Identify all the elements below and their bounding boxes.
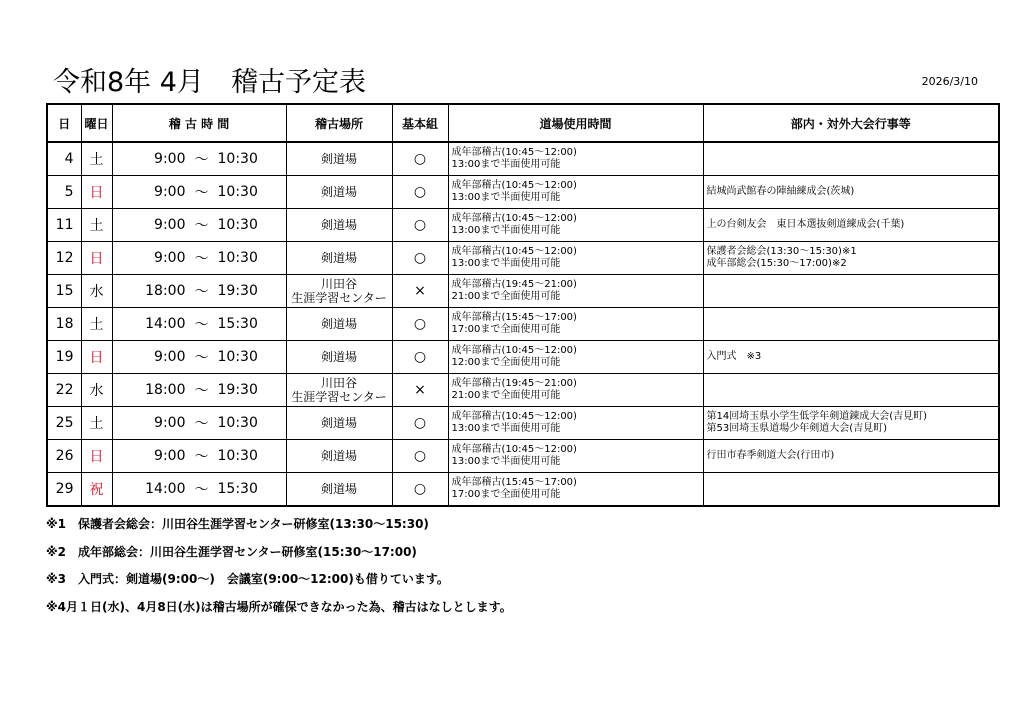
time-cell bbox=[112, 341, 286, 374]
dojo-hours-line: 成年部稽古(10:45～12:00) bbox=[451, 180, 577, 191]
place-cell bbox=[286, 242, 392, 275]
start-time: 9:00 bbox=[154, 415, 186, 431]
event-cell bbox=[703, 176, 999, 209]
weekday-cell: 水 bbox=[81, 374, 112, 407]
dojo-hours-cell bbox=[448, 440, 703, 473]
dojo-hours-line: 21:00まで全面使用可能 bbox=[451, 390, 561, 401]
dojo-hours-line: 13:00まで半面使用可能 bbox=[451, 159, 561, 170]
place-line: 剣道場 bbox=[320, 482, 357, 496]
start-time: 9:00 bbox=[154, 184, 186, 200]
place-cell bbox=[286, 473, 392, 507]
header-weekday: 曜日 bbox=[81, 104, 112, 142]
event-line: 第14回埼玉県小学生低学年剣道錬成大会(吉見町) bbox=[706, 411, 928, 422]
day-cell: 25 bbox=[47, 407, 81, 440]
event-cell bbox=[703, 308, 999, 341]
day-cell: 15 bbox=[47, 275, 81, 308]
document-date: 2026/3/10 bbox=[921, 75, 978, 88]
event-cell bbox=[703, 341, 999, 374]
dojo-hours-line: 成年部稽古(10:45～12:00) bbox=[451, 213, 577, 224]
place-cell bbox=[286, 142, 392, 176]
basic-cell: ○ bbox=[392, 209, 448, 242]
day-cell: 11 bbox=[47, 209, 81, 242]
time-separator: ～ bbox=[194, 317, 209, 333]
header-events: 部内・対外大会行事等 bbox=[703, 104, 999, 142]
dojo-hours-cell bbox=[448, 275, 703, 308]
dojo-hours-line: 成年部稽古(19:45～21:00) bbox=[451, 279, 577, 290]
table-row bbox=[47, 142, 999, 176]
time-separator: ～ bbox=[194, 449, 209, 465]
dojo-hours-line: 13:00まで半面使用可能 bbox=[451, 423, 561, 434]
day-cell: 26 bbox=[47, 440, 81, 473]
event-cell bbox=[703, 275, 999, 308]
day-cell: 5 bbox=[47, 176, 81, 209]
dojo-hours-line: 成年部稽古(15:45～17:00) bbox=[451, 312, 577, 323]
table-row bbox=[47, 209, 999, 242]
header-basic: 基本組 bbox=[392, 104, 448, 142]
dojo-hours-line: 13:00まで半面使用可能 bbox=[451, 225, 561, 236]
dojo-hours-line: 17:00まで全面使用可能 bbox=[451, 489, 561, 500]
event-cell bbox=[703, 142, 999, 176]
table-row bbox=[47, 275, 999, 308]
place-line: 剣道場 bbox=[320, 185, 357, 199]
basic-cell: ○ bbox=[392, 142, 448, 176]
end-time: 10:30 bbox=[217, 217, 258, 233]
event-cell bbox=[703, 473, 999, 507]
end-time: 10:30 bbox=[217, 151, 258, 167]
time-separator: ～ bbox=[194, 284, 209, 300]
place-line: 剣道場 bbox=[320, 449, 357, 463]
end-time: 10:30 bbox=[217, 448, 258, 464]
event-cell bbox=[703, 440, 999, 473]
place-line: 剣道場 bbox=[320, 416, 357, 430]
time-cell bbox=[112, 176, 286, 209]
start-time: 9:00 bbox=[154, 217, 186, 233]
place-cell bbox=[286, 341, 392, 374]
basic-cell: ○ bbox=[392, 407, 448, 440]
end-time: 10:30 bbox=[217, 349, 258, 365]
event-line: 行田市春季剣道大会(行田市) bbox=[706, 450, 835, 461]
footnote: ※2 成年部総会：川田谷生涯学習センター研修室(15:30～17:00) bbox=[46, 545, 417, 559]
dojo-hours-cell bbox=[448, 341, 703, 374]
end-time: 15:30 bbox=[217, 481, 258, 497]
dojo-hours-line: 成年部稽古(10:45～12:00) bbox=[451, 444, 577, 455]
time-separator: ～ bbox=[194, 251, 209, 267]
dojo-hours-cell bbox=[448, 209, 703, 242]
table-row bbox=[47, 176, 999, 209]
day-cell: 29 bbox=[47, 473, 81, 507]
table-row bbox=[47, 242, 999, 275]
table-row bbox=[47, 374, 999, 407]
weekday-cell: 水 bbox=[81, 275, 112, 308]
time-separator: ～ bbox=[194, 218, 209, 234]
dojo-hours-line: 13:00まで半面使用可能 bbox=[451, 192, 561, 203]
header-dojo-hours: 道場使用時間 bbox=[448, 104, 703, 142]
day-cell: 22 bbox=[47, 374, 81, 407]
time-separator: ～ bbox=[194, 350, 209, 366]
weekday-cell: 土 bbox=[81, 142, 112, 176]
header-row bbox=[47, 104, 999, 142]
weekday-cell: 土 bbox=[81, 209, 112, 242]
weekday-cell: 日 bbox=[81, 176, 112, 209]
weekday-cell: 土 bbox=[81, 308, 112, 341]
place-cell bbox=[286, 275, 392, 308]
table-row bbox=[47, 473, 999, 507]
place-cell bbox=[286, 407, 392, 440]
event-line: 入門式 ※3 bbox=[706, 351, 762, 362]
weekday-cell: 日 bbox=[81, 341, 112, 374]
dojo-hours-line: 17:00まで全面使用可能 bbox=[451, 324, 561, 335]
table-row bbox=[47, 341, 999, 374]
dojo-hours-cell bbox=[448, 407, 703, 440]
place-line: 剣道場 bbox=[320, 251, 357, 265]
event-line: 第53回埼玉県道場少年剣道大会(吉見町) bbox=[706, 423, 888, 434]
dojo-hours-cell bbox=[448, 473, 703, 507]
place-line: 剣道場 bbox=[320, 152, 357, 166]
start-time: 9:00 bbox=[154, 349, 186, 365]
footnote: ※3 入門式：剣道場(9:00～) 会議室(9:00～12:00)も借りています。 bbox=[46, 572, 449, 586]
time-cell bbox=[112, 242, 286, 275]
start-time: 9:00 bbox=[154, 448, 186, 464]
dojo-hours-line: 13:00まで半面使用可能 bbox=[451, 258, 561, 269]
place-cell bbox=[286, 308, 392, 341]
header-place: 稽古場所 bbox=[286, 104, 392, 142]
table-row bbox=[47, 440, 999, 473]
dojo-hours-line: 13:00まで半面使用可能 bbox=[451, 456, 561, 467]
page-title: 令和8年 4月 稽古予定表 bbox=[53, 67, 366, 98]
start-time: 9:00 bbox=[154, 151, 186, 167]
day-cell: 19 bbox=[47, 341, 81, 374]
table-row bbox=[47, 308, 999, 341]
basic-cell: ○ bbox=[392, 473, 448, 507]
place-line: 生涯学習センター bbox=[291, 291, 387, 305]
dojo-hours-cell bbox=[448, 176, 703, 209]
time-cell bbox=[112, 440, 286, 473]
time-cell bbox=[112, 275, 286, 308]
event-cell bbox=[703, 242, 999, 275]
end-time: 10:30 bbox=[217, 250, 258, 266]
weekday-cell: 日 bbox=[81, 440, 112, 473]
end-time: 19:30 bbox=[217, 382, 258, 398]
place-cell bbox=[286, 176, 392, 209]
time-separator: ～ bbox=[194, 185, 209, 201]
time-cell bbox=[112, 142, 286, 176]
dojo-hours-cell bbox=[448, 242, 703, 275]
day-cell: 18 bbox=[47, 308, 81, 341]
start-time: 18:00 bbox=[145, 382, 186, 398]
footnote: ※4月１日(水)、4月8日(水)は稽古場所が確保できなかった為、稽古はなしとします。 bbox=[46, 600, 512, 614]
day-cell: 4 bbox=[47, 142, 81, 176]
dojo-hours-line: 成年部稽古(19:45～21:00) bbox=[451, 378, 577, 389]
dojo-hours-line: 成年部稽古(10:45～12:00) bbox=[451, 345, 577, 356]
start-time: 18:00 bbox=[145, 283, 186, 299]
dojo-hours-cell bbox=[448, 308, 703, 341]
place-line: 剣道場 bbox=[320, 218, 357, 232]
time-separator: ～ bbox=[194, 383, 209, 399]
end-time: 19:30 bbox=[217, 283, 258, 299]
table-row bbox=[47, 407, 999, 440]
basic-cell: ○ bbox=[392, 341, 448, 374]
start-time: 14:00 bbox=[145, 316, 186, 332]
place-cell bbox=[286, 440, 392, 473]
time-separator: ～ bbox=[194, 416, 209, 432]
event-line: 結城尚武館春の陣紬練成会(茨城) bbox=[706, 186, 855, 197]
day-cell: 12 bbox=[47, 242, 81, 275]
schedule-table bbox=[46, 103, 1000, 507]
basic-cell: × bbox=[392, 374, 448, 407]
time-separator: ～ bbox=[194, 152, 209, 168]
event-line: 成年部総会(15:30～17:00)※2 bbox=[706, 258, 847, 269]
start-time: 14:00 bbox=[145, 481, 186, 497]
event-cell bbox=[703, 209, 999, 242]
event-cell bbox=[703, 407, 999, 440]
dojo-hours-line: 21:00まで全面使用可能 bbox=[451, 291, 561, 302]
time-cell bbox=[112, 209, 286, 242]
basic-cell: ○ bbox=[392, 440, 448, 473]
dojo-hours-line: 成年部稽古(15:45～17:00) bbox=[451, 477, 577, 488]
event-cell bbox=[703, 374, 999, 407]
weekday-cell: 祝 bbox=[81, 473, 112, 507]
dojo-hours-line: 12:00まで全面使用可能 bbox=[451, 357, 561, 368]
time-cell bbox=[112, 308, 286, 341]
place-line: 剣道場 bbox=[320, 317, 357, 331]
dojo-hours-cell bbox=[448, 374, 703, 407]
event-line: 保護者会総会(13:30～15:30)※1 bbox=[706, 246, 857, 257]
time-separator: ～ bbox=[194, 482, 209, 498]
place-line: 生涯学習センター bbox=[291, 390, 387, 404]
event-line: 上の台剣友会 東日本選抜剣道練成会(千葉) bbox=[706, 219, 905, 230]
weekday-cell: 土 bbox=[81, 407, 112, 440]
basic-cell: ○ bbox=[392, 308, 448, 341]
end-time: 10:30 bbox=[217, 415, 258, 431]
header-time: 稽 古 時 間 bbox=[112, 104, 286, 142]
place-line: 川田谷 bbox=[320, 376, 357, 390]
header-day: 日 bbox=[47, 104, 81, 142]
time-cell bbox=[112, 473, 286, 507]
start-time: 9:00 bbox=[154, 250, 186, 266]
place-cell bbox=[286, 374, 392, 407]
end-time: 15:30 bbox=[217, 316, 258, 332]
dojo-hours-line: 成年部稽古(10:45～12:00) bbox=[451, 246, 577, 257]
basic-cell: × bbox=[392, 275, 448, 308]
place-line: 川田谷 bbox=[320, 277, 357, 291]
dojo-hours-line: 成年部稽古(10:45～12:00) bbox=[451, 147, 577, 158]
end-time: 10:30 bbox=[217, 184, 258, 200]
time-cell bbox=[112, 374, 286, 407]
basic-cell: ○ bbox=[392, 176, 448, 209]
weekday-cell: 日 bbox=[81, 242, 112, 275]
dojo-hours-line: 成年部稽古(10:45～12:00) bbox=[451, 411, 577, 422]
place-cell bbox=[286, 209, 392, 242]
dojo-hours-cell bbox=[448, 142, 703, 176]
place-line: 剣道場 bbox=[320, 350, 357, 364]
time-cell bbox=[112, 407, 286, 440]
footnote: ※1 保護者会総会：川田谷生涯学習センター研修室(13:30～15:30) bbox=[46, 517, 429, 531]
schedule-body bbox=[47, 142, 999, 506]
basic-cell: ○ bbox=[392, 242, 448, 275]
